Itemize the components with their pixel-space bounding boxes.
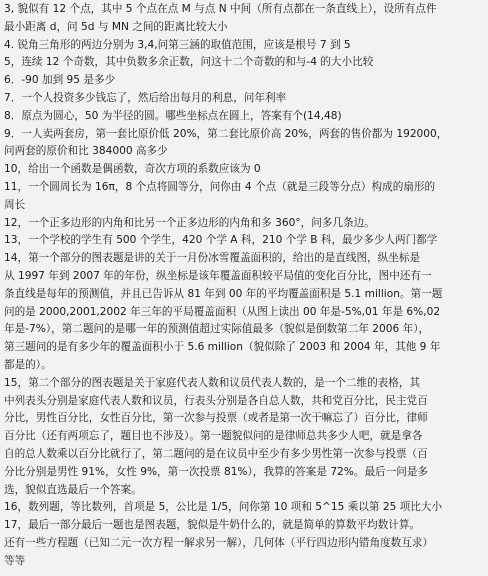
text-line: 都是的）。 [4, 358, 52, 371]
text-line: 9．一人卖两套房，第一套比原价低 20%，第二套比原价高 20%，两套的售价都为 192000， [4, 127, 448, 140]
text-line: 中列表头分别是家庭代表人数和议员，行表头分别是各自总人数，共和党百分比，民主党百 [4, 394, 428, 407]
text-line: 12，一个正多边形的内角和比另一个正多边形的内角和多 360°，问多几条边。 [4, 216, 375, 229]
text-line: 8．原点为圆心，50 为半径的圆。哪些坐标点在圆上，答案有个(14,48) [4, 109, 342, 122]
text-line: 年是-7%），第二题问的是哪一年的预测值超过实际值最多（貌似是倒数第二年 2006 年）， [4, 323, 430, 336]
text-line: 第三题问的是有多少年的覆盖面积小于 5.6 million（貌似除了 2003 和 2004 年，其他 9 年 [4, 341, 441, 354]
text-line: 分比，男性百分比，女性百分比，第一次参与投票（或者是第一次干嘛忘了）百分比，律师 [4, 412, 428, 425]
text-line: 16，数列题，等比数列，首项是 5，公比是 1/5，问你第 10 项和 5^15 乘以第 25 项比大小 [4, 501, 443, 514]
text-line: 14，第一个部分的图表题是讲的关于一月份冰雪覆盖面积的，给出的是直线图，纵坐标是 [4, 252, 421, 265]
text-line: 百分比（还有两项忘了，题目也不涉及）。第一题貌似问的是律师总共多少人吧，就是拿各 [4, 430, 423, 443]
text-line: 5，连续 12 个奇数，其中负数多余正数，问这十二个奇数的和与-4 的大小比较 [4, 56, 374, 69]
text-line: 问的是 2000,2001,2002 年三年的平局覆盖面积（从图上读出 00 年是-5%,01 年是 6%,02 [4, 305, 441, 318]
text-line: 从 1997 年到 2007 年的年份，纵坐标是该年覆盖面积较平局值的变化百分比，图中还有一 [4, 269, 432, 282]
text-line: 7．一个人投资多少钱忘了，然后给出每月的利息，问年利率 [4, 91, 287, 104]
text-line: 问两套的原价和比 384000 高多少 [4, 145, 168, 158]
text-line: 自的总人数乘以百分比就行了，第二题问的是在议员中至少有多少男性第一次参与投票（百 [4, 447, 428, 460]
text-line: 6．-90 加到 95 是多少 [4, 74, 116, 87]
text-line: 11，一个圆周长为 16π，8 个点将圆等分，问你由 4 个点（就是三段等分点）构成的扇形的 [4, 180, 436, 193]
text-line: 最小距离 d，问 5d 与 MN 之间的距离比较大小 [4, 20, 228, 33]
text-line: 17，最后一部分最后一题也是图表题，貌似是牛奶什么的，就是简单的算数平均数计算。 [4, 519, 421, 532]
text-line: 4. 锐角三角形的两边分别为 3,4,问第三涵的取值范围，应该是根号 7 到 5 [4, 38, 351, 51]
text-line: 周长 [4, 198, 26, 211]
text-line: 13，一个学校的学生有 500 个学生，420 个学 A 科，210 个学 B 科，最少多少人两门都学 [4, 234, 438, 247]
text-line: 15，第二个部分的图表题是关于家庭代表人数和议员代表人数的，是一个二维的表格，其 [4, 376, 421, 389]
text-line: 3, 貌似有 12 个点，其中 5 个点在点 M 与点 N 中间（所有点都在一条直线上），设所有点件 [4, 3, 437, 15]
text-line: 条直线是每年的预测值，并且已告诉从 81 年到 00 年的平均覆盖面积是 5.1 million。第一题 [4, 287, 443, 300]
text-line: 选，貌似直选最后一个答案。 [4, 483, 142, 496]
text-line: 等等 [4, 554, 26, 567]
text-line: 分比分别是男性 91%，女性 9%，第一次投票 81%），我算的答案是 72%。最后一问是多 [4, 465, 429, 478]
text-line: 10，给出一个函数是偶函数，奇次方项的系数应该为 0 [4, 163, 261, 176]
text-line: 还有一些方程题（已知二元一次方程一解求另一解），几何体（平行四边形内错角度数互求） [4, 536, 434, 549]
